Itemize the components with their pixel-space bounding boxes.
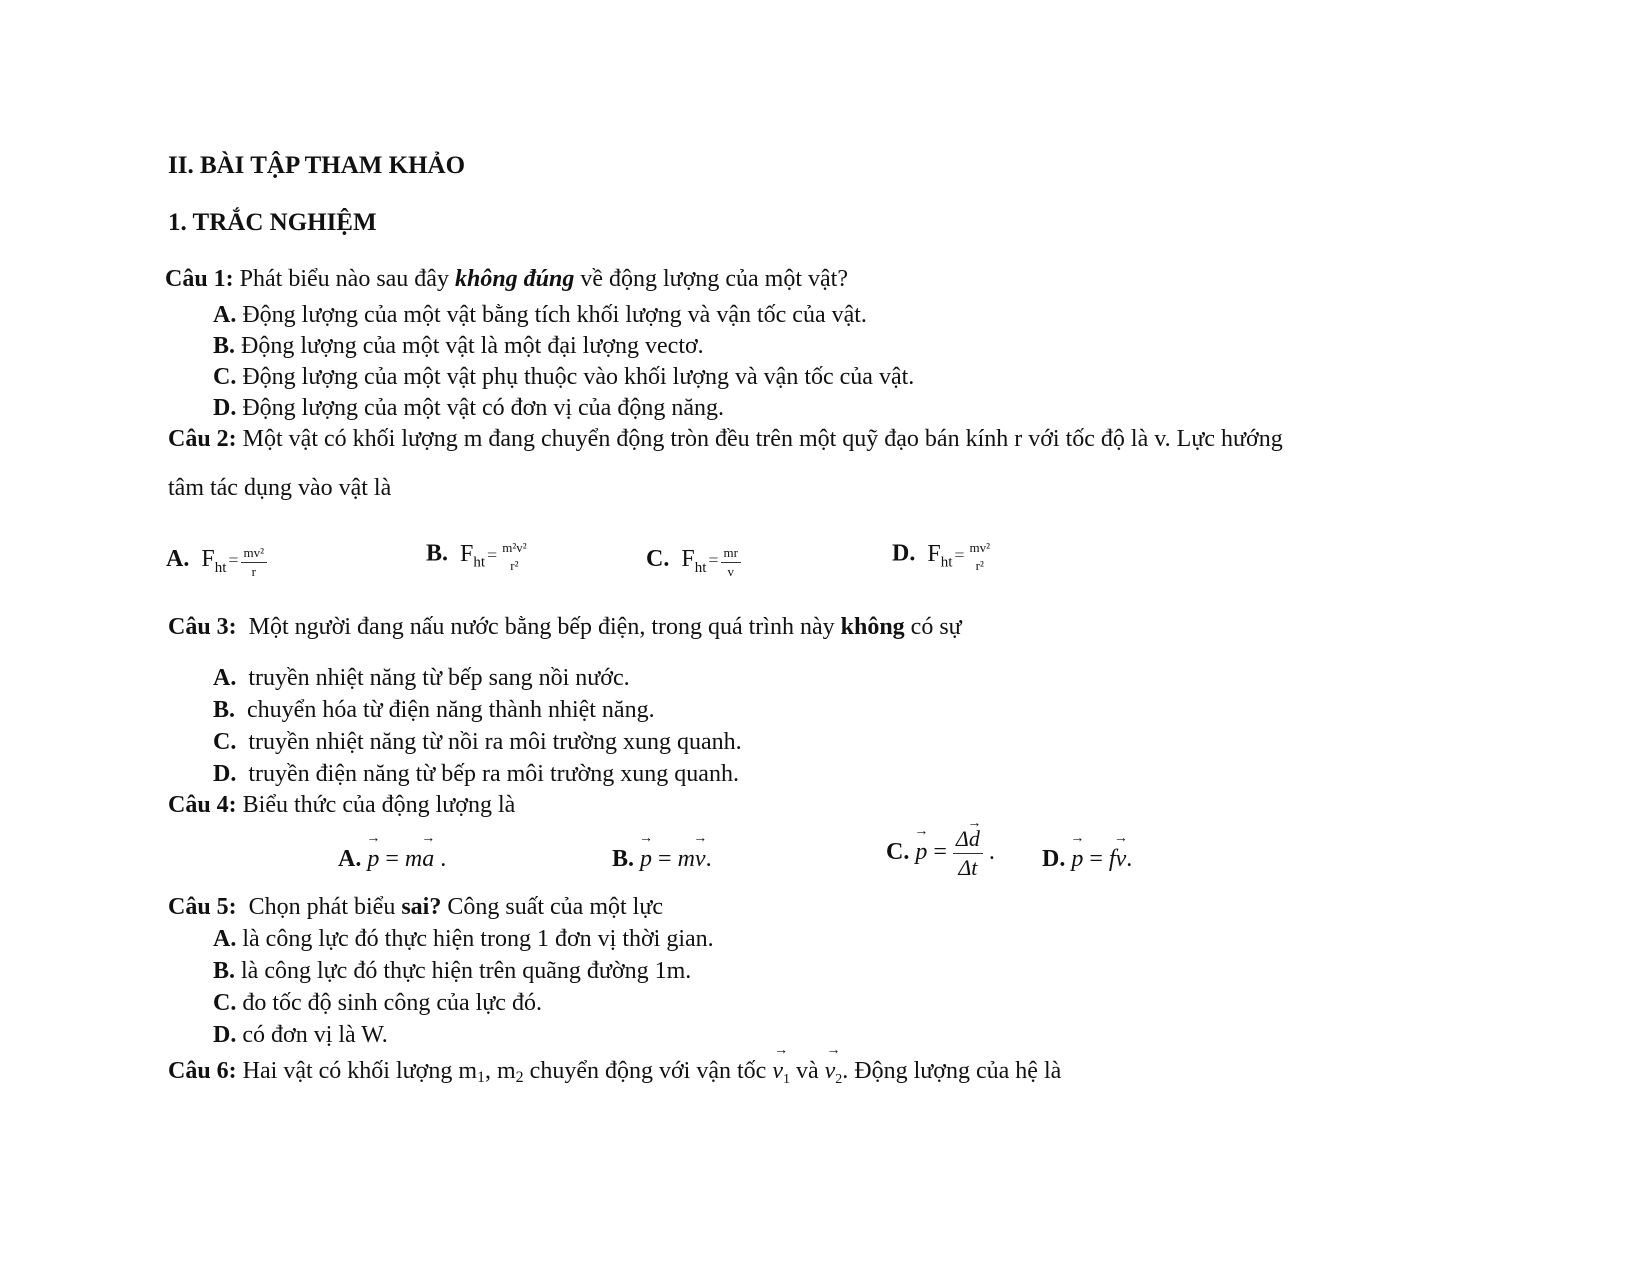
question-text: Hai vật có khối lượng m: [242, 1058, 477, 1084]
section-title: II. BÀI TẬP THAM KHẢO: [168, 152, 466, 179]
fraction-denominator: r²: [975, 558, 984, 573]
equals-sign: =: [708, 550, 719, 571]
option-text: là công lực đó thực hiện trên quãng đường 1m.: [241, 958, 692, 984]
question-1-stem: [165, 266, 848, 293]
option-label: B.: [213, 958, 236, 984]
equals-sign: =: [933, 839, 947, 866]
option-label: C.: [213, 990, 237, 1016]
formula-symbol: F: [681, 546, 695, 573]
fraction-denominator: Δt: [958, 855, 978, 880]
q1-option-c: [213, 364, 914, 391]
fraction: [721, 545, 741, 580]
question-text: Một người đang nấu nước bằng bếp điện, trong quá trình này: [248, 614, 835, 640]
equals-sign: =: [385, 846, 399, 872]
fraction: [499, 540, 529, 574]
option-label: B.: [213, 697, 236, 723]
emphasis-text: sai?: [401, 894, 442, 920]
q1-option-b: [213, 333, 704, 360]
q3-option-b: [213, 697, 655, 724]
q4-option-b: [612, 846, 712, 873]
vector-v2: → $v_2$: [825, 1058, 843, 1088]
question-label: Câu 6:: [168, 1058, 237, 1084]
option-label: C.: [213, 364, 237, 390]
option-label: A.: [166, 546, 190, 573]
vector-p: → p: [1071, 846, 1083, 873]
question-text: chuyển động với vận tốc: [529, 1058, 767, 1084]
option-text: chuyển hóa từ điện năng thành nhiệt năng.: [247, 697, 655, 723]
question-text: , m: [485, 1058, 516, 1084]
fraction-numerator: mr: [721, 545, 741, 563]
q4-option-d: [1042, 846, 1132, 873]
fraction-numerator: mv²: [241, 545, 268, 563]
vector-d: → d: [969, 826, 980, 852]
question-text: và: [795, 1058, 819, 1084]
fraction-denominator: v: [727, 564, 734, 579]
q5-option-b: [213, 958, 691, 985]
equals-sign: =: [954, 544, 965, 565]
period: .: [988, 839, 995, 866]
option-label: A.: [338, 846, 362, 872]
option-text: truyền nhiệt năng từ bếp sang nồi nước.: [248, 665, 630, 691]
vector-v1: → $v_1$: [772, 1058, 790, 1088]
option-text: truyền nhiệt năng từ nồi ra môi trường xung quanh.: [248, 729, 742, 755]
q5-option-a: [213, 926, 714, 953]
q3-option-c: [213, 729, 742, 756]
question-5-stem: [168, 894, 663, 921]
fraction-numerator: Δ→ d: [953, 826, 983, 854]
question-text: có sự: [910, 614, 962, 640]
equals-sign: =: [487, 544, 498, 565]
q4-option-a: [338, 846, 446, 873]
q3-option-a: [213, 665, 630, 692]
formula-term: m: [404, 846, 423, 872]
q1-option-d: [213, 395, 724, 422]
option-label: B.: [213, 333, 236, 359]
option-label: A.: [213, 302, 237, 328]
option-text: có đơn vị là W.: [242, 1022, 388, 1048]
option-text: là công lực đó thực hiện trong 1 đơn vị thời gian.: [242, 926, 714, 952]
question-text: Biểu thức của động lượng là: [242, 792, 516, 818]
question-text: . Động lượng của hệ là: [842, 1058, 1062, 1084]
question-label: Câu 3:: [168, 614, 237, 640]
q2-option-a: [166, 545, 267, 580]
q4-option-c: [886, 826, 995, 881]
q1-option-a: [213, 302, 867, 329]
q5-option-d: [213, 1022, 388, 1049]
q2-option-b: [426, 540, 530, 574]
formula-subscript: ht: [214, 560, 227, 577]
option-text: Động lượng của một vật là một đại lượng vectơ.: [241, 333, 704, 359]
option-label: B.: [612, 846, 635, 872]
formula-subscript: ht: [940, 554, 953, 571]
fraction-numerator: mv²: [969, 540, 991, 555]
fraction-denominator: r²: [510, 558, 519, 573]
equals-sign: =: [658, 846, 672, 872]
option-text: Động lượng của một vật bằng tích khối lượng và vận tốc của vật.: [242, 302, 867, 328]
option-label: B.: [426, 540, 449, 567]
q2-option-c: [646, 545, 741, 580]
option-text: Động lượng của một vật phụ thuộc vào khối lượng và vận tốc của vật.: [242, 364, 915, 390]
q3-option-d: [213, 761, 739, 788]
fraction-denominator: r: [251, 564, 256, 579]
formula-symbol: F: [201, 546, 215, 573]
option-text: Động lượng của một vật có đơn vị của động năng.: [242, 395, 724, 421]
equals-sign: =: [1089, 846, 1103, 872]
formula-symbol: F: [460, 540, 474, 567]
equals-sign: =: [228, 550, 239, 571]
option-label: D.: [1042, 846, 1066, 872]
option-label: D.: [213, 395, 237, 421]
option-label: C.: [646, 546, 670, 573]
question-4-stem: [168, 792, 515, 819]
question-3-stem: [168, 614, 962, 641]
fraction: [953, 826, 983, 881]
vector-term: → v: [695, 846, 706, 873]
question-label: Câu 5:: [168, 894, 237, 920]
question-label: Câu 1:: [165, 266, 234, 292]
formula-term: m: [677, 846, 695, 872]
emphasis-text: không đúng: [454, 266, 575, 292]
option-label: C.: [886, 839, 910, 866]
subscript: 2: [515, 1069, 524, 1086]
vector-p: → p: [367, 846, 379, 873]
q5-option-c: [213, 990, 542, 1017]
formula-symbol: F: [927, 540, 941, 567]
vector-p: → p: [915, 839, 927, 866]
period: .: [705, 846, 712, 872]
question-text: về động lượng của một vật?: [580, 266, 848, 292]
option-label: D.: [892, 540, 916, 567]
vector-p: → p: [640, 846, 652, 873]
fraction: [967, 540, 994, 574]
fraction: [241, 545, 268, 580]
question-text: Một vật có khối lượng m đang chuyển động tròn đều trên một quỹ đạo bán kính r với tốc độ là v. Lực hướng: [242, 426, 1283, 452]
option-label: D.: [213, 761, 237, 787]
question-2-stem-cont: tâm tác dụng vào vật là: [168, 475, 392, 501]
option-label: C.: [213, 729, 237, 755]
question-6-stem: [168, 1058, 1061, 1088]
emphasis-text: không: [840, 614, 905, 640]
subsection-title: 1. TRẮC NGHIỆM: [168, 209, 377, 236]
formula-term: f: [1108, 846, 1116, 872]
question-label: Câu 2:: [168, 426, 237, 452]
question-label: Câu 4:: [168, 792, 237, 818]
question-2-stem: [168, 426, 1283, 453]
question-text: Chọn phát biểu: [248, 894, 396, 920]
fraction-numerator: m²v²: [502, 540, 527, 555]
formula-subscript: ht: [473, 554, 486, 571]
option-text: đo tốc độ sinh công của lực đó.: [242, 990, 542, 1016]
vector-term: → v: [1116, 846, 1127, 873]
question-text: Phát biểu nào sau đây: [239, 266, 449, 292]
period: .: [1126, 846, 1133, 872]
option-text: truyền điện năng từ bếp ra môi trường xung quanh.: [248, 761, 739, 787]
question-text: Công suất của một lực: [447, 894, 663, 920]
option-label: D.: [213, 1022, 237, 1048]
formula-subscript: ht: [694, 560, 707, 577]
vector-term: → a: [422, 846, 434, 873]
period: .: [440, 846, 447, 872]
subscript: 1: [477, 1069, 485, 1086]
option-label: A.: [213, 926, 237, 952]
q2-option-d: [892, 540, 993, 574]
option-label: A.: [213, 665, 237, 691]
